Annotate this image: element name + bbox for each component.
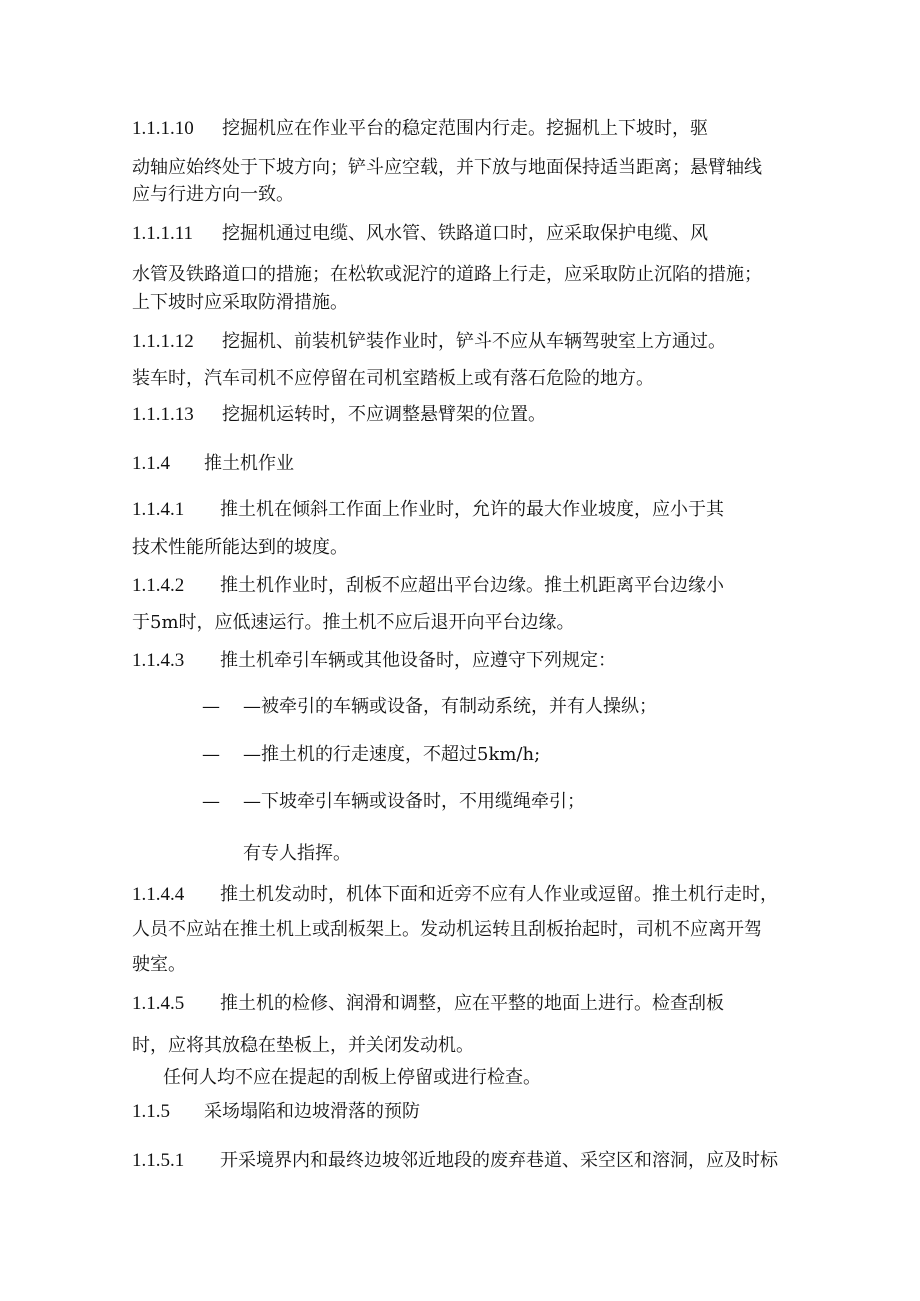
clause-number: 1.1.4.4 bbox=[132, 884, 185, 905]
clause-text: 推土机作业时，刮板不应超出平台边缘。推土机距离平台边缘小 bbox=[220, 575, 724, 596]
clause-text: 推土机的检修、润滑和调整，应在平整的地面上进行。检查刮板 bbox=[220, 993, 724, 1014]
clause-1-1-4-2 bbox=[132, 575, 724, 597]
clause-1-1-1-13 bbox=[132, 404, 546, 426]
clause-number: 1.1.1.12 bbox=[132, 331, 194, 352]
clause-1-1-4-3 bbox=[132, 650, 616, 672]
bullet-text: —推土机的行走速度，不超过5km/h; bbox=[243, 744, 541, 765]
clause-number: 1.1.1.13 bbox=[132, 404, 194, 425]
text-line: 水管及铁路道口的措施；在松软或泥泞的道路上行走，应采取防止沉陷的措施； bbox=[132, 264, 762, 285]
clause-number: 1.1.4.1 bbox=[132, 499, 185, 520]
bullet-text: —下坡牵引车辆或设备时，不用缆绳牵引； bbox=[243, 791, 585, 812]
clause-text: 挖掘机运转时，不应调整悬臂架的位置。 bbox=[222, 404, 546, 425]
text-line: 任何人均不应在提起的刮板上停留或进行检查。 bbox=[163, 1067, 541, 1088]
clause-1-1-1-11 bbox=[132, 223, 708, 245]
section-heading-1-1-4 bbox=[132, 453, 294, 475]
clause-text: 推土机在倾斜工作面上作业时，允许的最大作业坡度，应小于其 bbox=[220, 499, 724, 520]
section-number: 1.1.5 bbox=[132, 1101, 170, 1122]
section-title: 采场塌陷和边坡滑落的预防 bbox=[204, 1101, 420, 1122]
bullet-text: —被牵引的车辆或设备，有制动系统，并有人操纵； bbox=[243, 696, 657, 717]
clause-text: 推土机发动时，机体下面和近旁不应有人作业或逗留。推土机行走时， bbox=[220, 884, 778, 905]
clause-text: 挖掘机应在作业平台的稳定范围内行走。挖掘机上下坡时，驱 bbox=[222, 118, 708, 139]
clause-1-1-1-10 bbox=[132, 118, 708, 140]
dash-marker: — bbox=[202, 744, 220, 765]
section-number: 1.1.4 bbox=[132, 453, 170, 474]
text-line: 于5m时，应低速运行。推土机不应后退开向平台边缘。 bbox=[132, 612, 575, 633]
text-line: 动轴应始终处于下坡方向；铲斗应空载，并下放与地面保持适当距离；悬臂轴线 bbox=[132, 157, 762, 178]
section-title: 推土机作业 bbox=[204, 453, 294, 474]
clause-1-1-4-1 bbox=[132, 499, 724, 521]
text-line: 驶室。 bbox=[132, 954, 186, 975]
dash-marker: — bbox=[202, 791, 220, 812]
section-heading-1-1-5 bbox=[132, 1101, 420, 1123]
dash-marker: — bbox=[202, 696, 220, 717]
clause-1-1-4-5 bbox=[132, 993, 724, 1015]
clause-number: 1.1.5.1 bbox=[132, 1150, 185, 1171]
clause-1-1-4-4 bbox=[132, 884, 778, 906]
text-line: 时，应将其放稳在垫板上，并关闭发动机。 bbox=[132, 1035, 474, 1056]
clause-number: 1.1.1.10 bbox=[132, 118, 194, 139]
text-line: 装车时，汽车司机不应停留在司机室踏板上或有落石危险的地方。 bbox=[132, 368, 654, 389]
bullet-continuation: 有专人指挥。 bbox=[243, 843, 351, 864]
clause-number: 1.1.4.2 bbox=[132, 575, 185, 596]
clause-number: 1.1.4.5 bbox=[132, 993, 185, 1014]
text-line: 人员不应站在推土机上或刮板架上。发动机运转且刮板抬起时，司机不应离开驾 bbox=[132, 919, 762, 940]
clause-text: 推土机牵引车辆或其他设备时，应遵守下列规定： bbox=[220, 650, 616, 671]
clause-text: 挖掘机、前装机铲装作业时，铲斗不应从车辆驾驶室上方通过。 bbox=[222, 331, 726, 352]
clause-number: 1.1.4.3 bbox=[132, 650, 185, 671]
clause-1-1-5-1 bbox=[132, 1150, 778, 1172]
clause-text: 开采境界内和最终边坡邻近地段的废弃巷道、采空区和溶洞，应及时标 bbox=[220, 1150, 778, 1171]
text-line: 应与行进方向一致。 bbox=[132, 184, 294, 205]
clause-number: 1.1.1.11 bbox=[132, 223, 194, 244]
text-line: 技术性能所能达到的坡度。 bbox=[132, 537, 348, 558]
text-line: 上下坡时应采取防滑措施。 bbox=[132, 292, 348, 313]
clause-text: 挖掘机通过电缆、风水管、铁路道口时，应采取保护电缆、风 bbox=[222, 223, 708, 244]
clause-1-1-1-12 bbox=[132, 331, 726, 353]
